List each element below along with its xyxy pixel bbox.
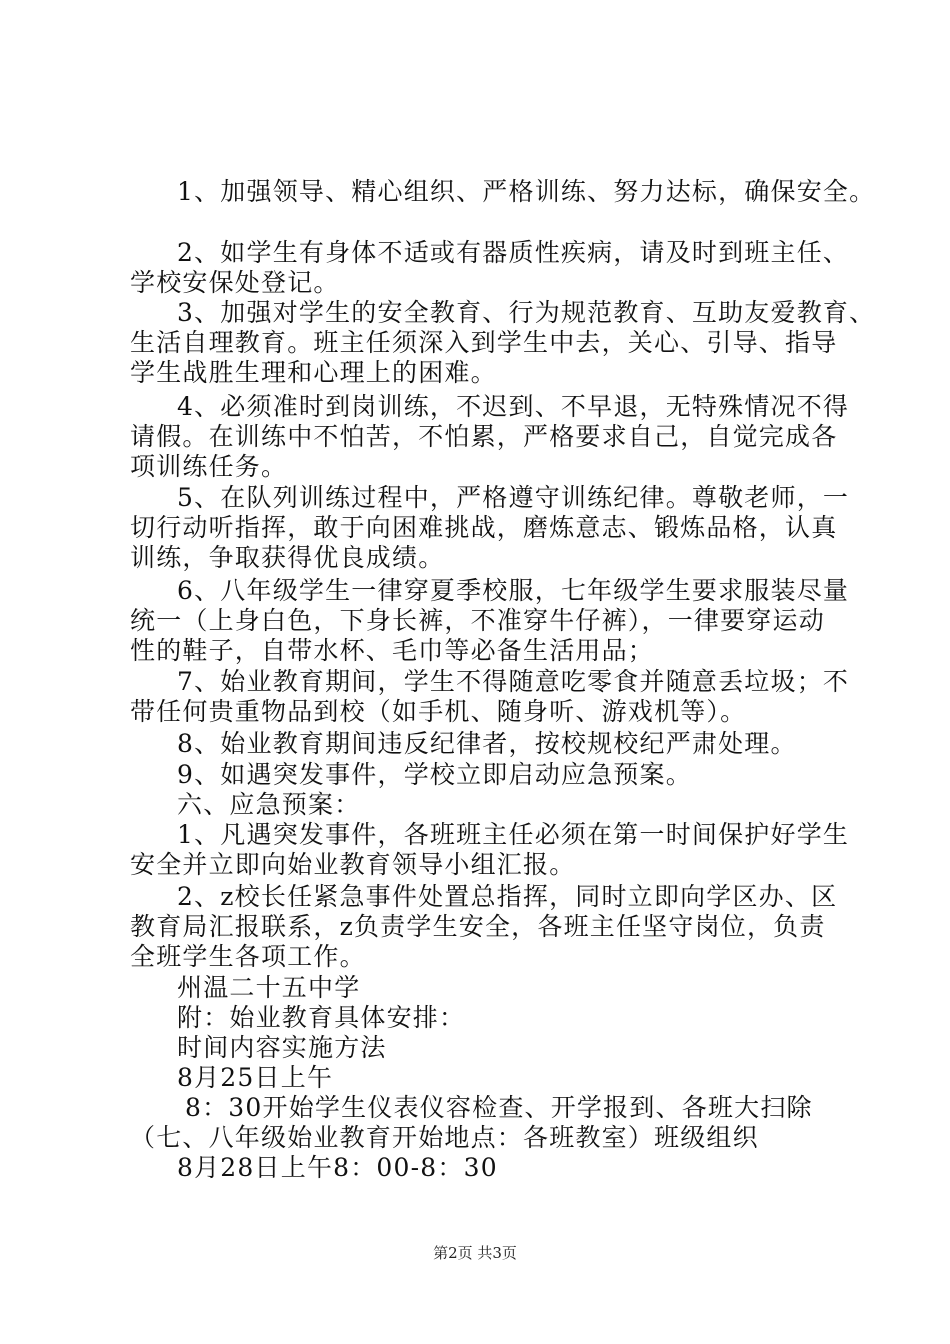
- text-line: 带任何贵重物品到校（如手机、随身听、游戏机等）。: [130, 697, 747, 726]
- text-line: 2、z校长任紧急事件处置总指挥，同时立即向学区办、区: [177, 882, 838, 911]
- page-number: 第2页 共3页: [433, 1244, 517, 1262]
- text-line: 8月25日上午: [177, 1063, 334, 1092]
- text-line: 训练，争取获得优良成绩。: [130, 543, 445, 572]
- text-line: 2、如学生有身体不适或有器质性疾病，请及时到班主任、: [177, 238, 850, 267]
- text-line: 全班学生各项工作。: [130, 942, 366, 971]
- text-line: 8、始业教育期间违反纪律者，按校规校纪严肃处理。: [177, 729, 797, 758]
- text-line: 请假。在训练中不怕苦，不怕累，严格要求自己，自觉完成各: [130, 422, 838, 451]
- text-line: 学校安保处登记。: [130, 268, 340, 297]
- text-line: 1、加强领导、精心组织、严格训练、努力达标，确保安全。: [177, 177, 876, 206]
- text-line: 7、始业教育期间，学生不得随意吃零食并随意丢垃圾；不: [177, 667, 850, 696]
- text-line: 附：始业教育具体安排：: [177, 1003, 466, 1032]
- text-line: 8月28日上午8：00-8：30: [177, 1153, 498, 1182]
- text-line: 学生战胜生理和心理上的困难。: [130, 358, 497, 387]
- text-line: 切行动听指挥，敢于向困难挑战，磨炼意志、锻炼品格，认真: [130, 513, 838, 542]
- text-line: 6、八年级学生一律穿夏季校服，七年级学生要求服装尽量: [177, 576, 850, 605]
- text-line: 统一（上身白色，下身长裤，不准穿牛仔裤），一律要穿运动: [130, 606, 825, 635]
- school-name: 州温二十五中学: [177, 973, 361, 1002]
- text-line: 9、如遇突发事件，学校立即启动应急预案。: [177, 760, 692, 789]
- text-line: 教育局汇报联系，z负责学生安全，各班主任坚守岗位，负责: [130, 912, 826, 941]
- text-line: 1、凡遇突发事件，各班班主任必须在第一时间保护好学生: [177, 820, 850, 849]
- text-line: （七、八年级始业教育开始地点：各班教室）班级组织: [130, 1123, 759, 1152]
- text-line: 时间内容实施方法: [177, 1033, 387, 1062]
- text-line: 项训练任务。: [130, 452, 288, 481]
- text-line: 4、必须准时到岗训练，不迟到、不早退，无特殊情况不得: [177, 392, 850, 421]
- text-line: 生活自理教育。班主任须深入到学生中去，关心、引导、指导: [130, 328, 838, 357]
- text-line: 性的鞋子，自带水杯、毛巾等必备生活用品；: [130, 636, 655, 665]
- text-line: 5、在队列训练过程中，严格遵守训练纪律。尊敬老师，一: [177, 483, 850, 512]
- section-heading: 六、应急预案：: [177, 790, 361, 819]
- text-line: 安全并立即向始业教育领导小组汇报。: [130, 850, 576, 879]
- text-line: 8：30开始学生仪表仪容检查、开学报到、各班大扫除: [185, 1093, 813, 1122]
- text-line: 3、加强对学生的安全教育、行为规范教育、互助友爱教育、: [177, 298, 876, 327]
